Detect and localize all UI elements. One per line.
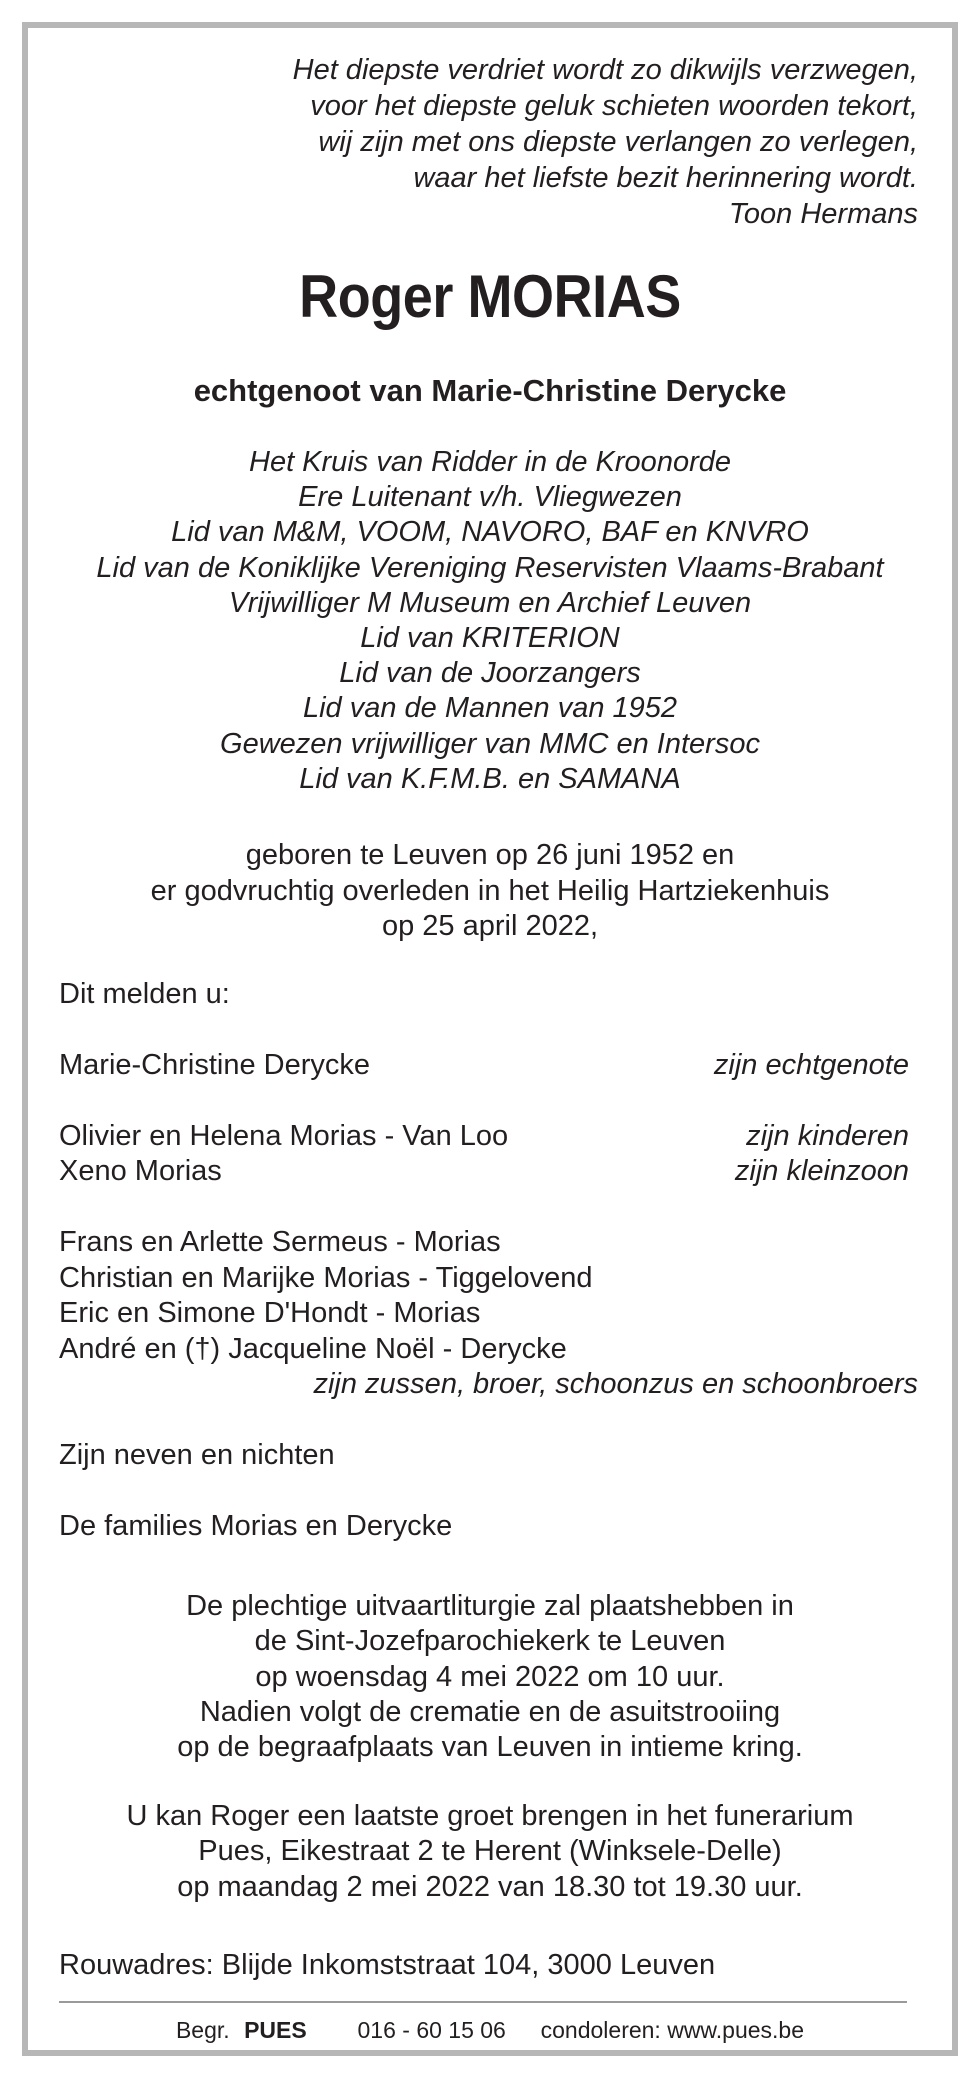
sibling-item: Christian en Marijke Morias - Tiggelovend [59,1261,593,1294]
honour-item: Gewezen vrijwilliger van MMC en Intersoc [220,727,760,760]
footer-divider [59,2001,907,2003]
honour-item: Lid van de Mannen van 1952 [302,692,678,725]
family-relation: zijn kleinzoon [734,1155,909,1187]
spouse-line: echtgenoot van Marie-Christine Derycke [193,373,787,408]
undertaker-prefix: Begr. [175,2017,230,2043]
poem-line: waar het liefste bezit herinnering wordt. [413,162,918,194]
visitation-line: U kan Roger een laatste groet brengen in het funerarium [126,1800,854,1832]
honour-item: Lid van M&M, VOOM, NAVORO, BAF en KNVRO [171,516,809,549]
visitation-info [0,1799,980,1905]
siblings-relation: zijn zussen, broer, schoonzus en schoonbroers [313,1368,918,1400]
funeral-line: de Sint-Jozefparochiekerk te Leuven [254,1625,726,1658]
birth-death-line: er godvruchtig overleden in het Heilig Hartziekenhuis [150,874,830,907]
sibling-item: André en (†) Jacqueline Noël - Derycke [59,1332,567,1365]
poem-line: wij zijn met ons diepste verlangen zo verlegen, [318,126,918,158]
honour-item: Lid van de Koniklijke Vereniging Reservisten Vlaams-Brabant [96,551,884,584]
family-name: Olivier en Helena Morias - Van Loo [59,1120,509,1152]
condolences-link[interactable]: condoleren: www.pues.be [540,2017,805,2043]
undertaker-phone: 016 - 60 15 06 [357,2017,506,2043]
visitation-line: Pues, Eikestraat 2 te Herent (Winksele-Delle) [198,1835,782,1868]
footer [0,2015,980,2045]
funeral-line: op woensdag 4 mei 2022 om 10 uur. [255,1660,725,1693]
family-name: Xeno Morias [59,1155,222,1187]
deceased-name: Roger MORIAS [299,263,681,330]
undertaker-name: PUES [244,2017,307,2043]
family-row-grandson [59,1154,909,1190]
poem-line: voor het diepste geluk schieten woorden tekort, [310,90,918,122]
honour-item: Het Kruis van Ridder in de Kroonorde [249,446,731,478]
mourning-address: Rouwadres: Blijde Inkomststraat 104, 3000 Leuven [59,1949,716,1981]
funeral-info [0,1589,980,1765]
announce-intro: Dit melden u: [59,978,230,1010]
cousins-line: Zijn neven en nichten [59,1439,335,1471]
family-relation: zijn kinderen [746,1120,909,1152]
visitation-line: op maandag 2 mei 2022 van 18.30 tot 19.30 uur. [177,1870,803,1903]
birth-death-line: op 25 april 2022, [381,910,599,942]
honour-item: Lid van KRITERION [360,622,620,655]
honour-item: Lid van K.F.M.B. en SAMANA [299,762,681,795]
poem-line: Het diepste verdriet wordt zo dikwijls verzwegen, [292,54,918,86]
honour-item: Ere Luitenant v/h. Vliegwezen [298,481,682,514]
birth-death-line: geboren te Leuven op 26 juni 1952 en [245,839,735,871]
family-relation: zijn echtgenote [713,1049,909,1081]
honour-item: Vrijwilliger M Museum en Archief Leuven [228,586,752,619]
funeral-line: De plechtige uitvaartliturgie zal plaatshebben in [186,1590,794,1622]
family-row-spouse [59,1048,909,1084]
sibling-item: Eric en Simone D'Hondt - Morias [59,1297,481,1329]
poem-quote [38,52,918,232]
sibling-item: Frans en Arlette Sermeus - Morias [59,1226,501,1258]
family-name: Marie-Christine Derycke [59,1049,371,1081]
siblings-list [59,1225,593,1367]
funeral-line: op de begraafplaats van Leuven in intieme kring. [177,1731,803,1764]
honour-item: Lid van de Joorzangers [339,657,641,690]
families-line: De families Morias en Derycke [59,1510,453,1542]
family-row-children [59,1119,909,1155]
honours-list [0,445,980,797]
poem-author: Toon Hermans [728,198,918,230]
birth-death-text [0,838,980,945]
funeral-line: Nadien volgt de crematie en de asuitstrooiing [199,1695,781,1728]
